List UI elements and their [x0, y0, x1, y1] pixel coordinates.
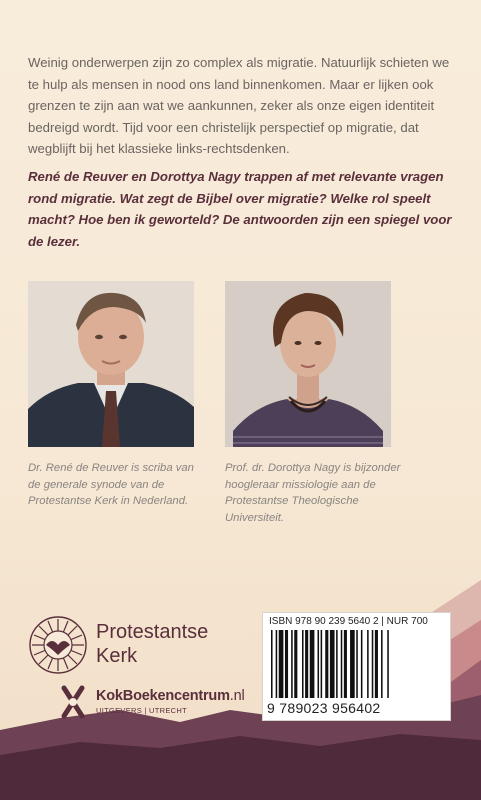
- author-caption-dorottya: Prof. dr. Dorottya Nagy is bijzonder hoogleraar missiologie aan de Protestantse Theologische Universiteit.: [225, 462, 401, 524]
- isbn-barcode: [262, 612, 451, 721]
- author-caption-rene: Dr. René de Reuver is scriba van de generale synode van de Protestantse Kerk in Nederland.: [28, 462, 194, 507]
- kokboekencentrum-tld: .nl: [229, 688, 245, 704]
- lead-paragraph: René de Reuver en Dorottya Nagy trappen af met relevante vragen rond migratie. Wat zegt de Bijbel over migratie? Welke rol speelt macht? Hoe ben ik geworteld? De antwoorden zijn een spiegel voor de lezer.: [28, 169, 452, 249]
- kokboekencentrum-name: KokBoekencentrum: [96, 688, 230, 704]
- kokboekencentrum-subtitle: UITGEVERS | UTRECHT: [96, 706, 187, 715]
- protestantse-kerk-line1: Protestantse: [96, 621, 209, 643]
- author-photo-rene: [28, 281, 194, 447]
- isbn-line: ISBN 978 90 239 5640 2 | NUR 700: [269, 616, 428, 627]
- barcode-bars: [269, 630, 444, 698]
- author-photo-dorottya: [225, 281, 391, 447]
- protestantse-kerk-logo: [28, 615, 88, 675]
- protestantse-kerk-line2: Kerk: [96, 645, 138, 667]
- kokboekencentrum-logo: [58, 684, 88, 720]
- kokboekencentrum-wordmark: [96, 688, 245, 704]
- intro-paragraph: Weinig onderwerpen zijn zo complex als migratie. Natuurlijk schieten we te hulp als mensen in nood ons land binnenkomen. Maar er lijken ook grenzen te zijn aan wat we aankunnen, zeker als onze eigen identiteit bedreigd wordt. Tijd voor een christelijk perspectief op migratie, dat wegblijft bij het klassieke links-rechtsdenken.: [28, 55, 450, 156]
- protestantse-kerk-name: [96, 620, 208, 668]
- barcode-digits: 9 789023 956402: [267, 700, 381, 716]
